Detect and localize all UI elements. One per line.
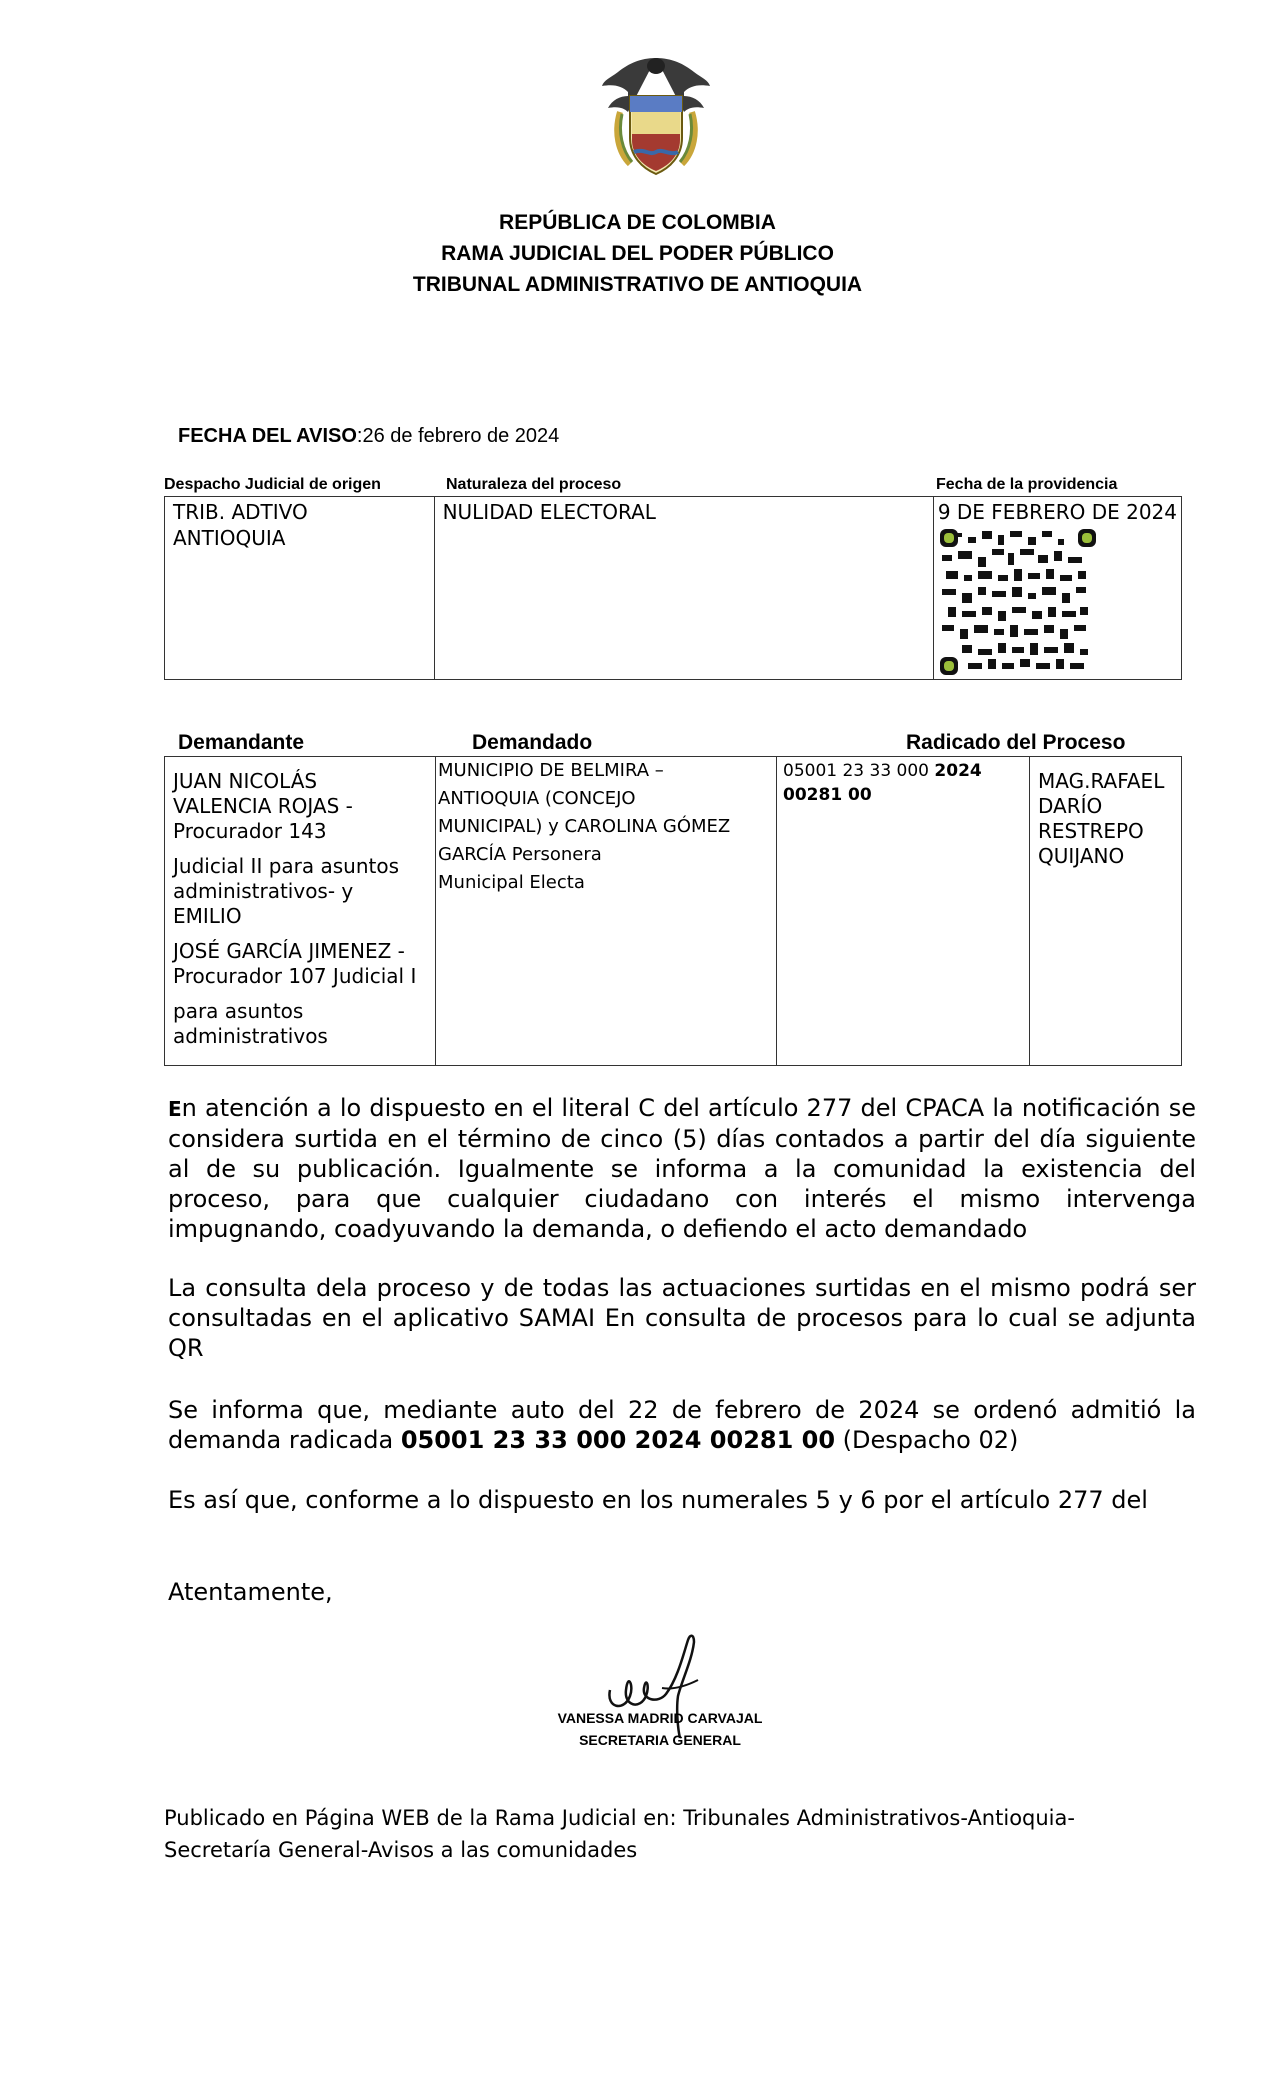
- auto-radicado: 05001 23 33 000 2024 00281 00: [400, 1426, 836, 1454]
- demandante-line: administrativos: [173, 1024, 328, 1048]
- radicado-part1: 05001 23 33 000: [783, 761, 935, 781]
- cell-demandado: [436, 757, 777, 1066]
- header-radicado: Radicado del Proceso: [906, 731, 1126, 754]
- paragraph-notification-text: n atención a lo dispuesto en el literal C del artículo 277 del CPACA la notificación se considera surtida en el término de cinco (5) días contados a partir del día siguiente al de su publicación. Igualmente se informa a la comunidad la existencia del proceso, para que cualquier ciudadano con interés el mismo intervenga impugnando, coadyuvando la demanda, o defiendo el acto demandado: [168, 1094, 1196, 1243]
- magistrado-line: QUIJANO: [1038, 844, 1125, 868]
- paragraph-auto: [168, 1395, 1196, 1455]
- cell-despacho: [165, 497, 435, 680]
- magistrado-line: MAG.RAFAEL: [1038, 769, 1165, 793]
- qr-code-icon: [938, 527, 1098, 677]
- coat-of-arms-emblem: [600, 52, 712, 182]
- publication-footer: [164, 1802, 1224, 1866]
- footer-line2: Secretaría General-Avisos a las comunidades: [164, 1838, 638, 1862]
- demandado-line: ANTIOQUIA (CONCEJO: [438, 788, 636, 809]
- auto-text-c: (Despacho 02): [835, 1426, 1019, 1454]
- demandante-line: Procurador 143: [173, 819, 327, 843]
- paragraph-numerales: Es así que, conforme a lo dispuesto en los numerales 5 y 6 por el artículo 277 del: [168, 1486, 1148, 1514]
- header-fecha-providencia: Fecha de la providencia: [936, 476, 1118, 493]
- notice-date: [178, 425, 559, 448]
- header-naturaleza: Naturaleza del proceso: [446, 476, 622, 493]
- header-tribunal: TRIBUNAL ADMINISTRATIVO DE ANTIOQUIA: [412, 273, 863, 296]
- demandante-line: JOSÉ GARCÍA JIMENEZ -: [173, 939, 405, 963]
- cell-naturaleza: [434, 497, 933, 680]
- header-country: REPÚBLICA DE COLOMBIA: [499, 211, 776, 234]
- header-demandante: Demandante: [178, 731, 305, 754]
- demandado-line: MUNICIPIO DE BELMIRA –: [438, 760, 664, 781]
- demandante-line: EMILIO: [173, 904, 242, 928]
- header-branch: RAMA JUDICIAL DEL PODER PÚBLICO: [441, 242, 834, 265]
- magistrado-line: RESTREPO: [1038, 819, 1144, 843]
- cell-magistrado: [1030, 757, 1182, 1066]
- closing-text: Atentamente,: [168, 1578, 333, 1606]
- process-info-table: [164, 496, 1182, 680]
- cell-fecha-providencia: [933, 497, 1181, 680]
- demandante-line: Procurador 107 Judicial I: [173, 964, 417, 988]
- paragraph-notification: [168, 1093, 1196, 1244]
- paragraph-consulta: La consulta dela proceso y de todas las actuaciones surtidas en el mismo podrá ser consultadas en el aplicativo SAMAI En consulta de procesos para lo cual se adjunta QR: [168, 1274, 1196, 1362]
- auto-text-a: Se informa que, mediante auto del 22 de febrero de 2024 se ordenó admitió la demanda radicada: [168, 1396, 1196, 1454]
- demandante-line: JUAN NICOLÁS: [173, 769, 318, 793]
- fecha-providencia-value: 9 DE FEBRERO DE 2024: [937, 500, 1177, 524]
- parties-table: [164, 756, 1182, 1066]
- paragraph-initial: E: [168, 1097, 182, 1121]
- signatory-title: SECRETARIA GENERAL: [579, 1732, 741, 1748]
- radicado-first-line: [783, 759, 1023, 783]
- demandado-line: GARCÍA Personera: [438, 844, 602, 865]
- cell-demandante: [165, 757, 436, 1066]
- header-demandado: Demandado: [472, 731, 593, 754]
- despacho-line2: ANTIOQUIA: [173, 526, 286, 550]
- notice-date-label: FECHA DEL AVISO: [178, 425, 357, 447]
- despacho-line1: TRIB. ADTIVO: [173, 500, 308, 524]
- header-despacho: Despacho Judicial de origen: [164, 476, 381, 493]
- naturaleza-value: NULIDAD ELECTORAL: [442, 500, 656, 524]
- demandante-line: VALENCIA ROJAS -: [173, 794, 353, 818]
- radicado-part2: 2024: [934, 761, 982, 781]
- signatory-name: VANESSA MADRID CARVAJAL: [557, 1710, 763, 1726]
- magistrado-line: DARÍO: [1038, 794, 1103, 818]
- notice-date-value: :26 de febrero de 2024: [356, 425, 560, 447]
- demandado-line: Municipal Electa: [438, 872, 585, 893]
- demandante-line: para asuntos: [173, 999, 304, 1023]
- demandado-line: MUNICIPAL) y CAROLINA GÓMEZ: [438, 816, 731, 837]
- demandante-line: administrativos- y: [173, 879, 354, 903]
- demandante-line: Judicial II para asuntos: [173, 854, 400, 878]
- cell-radicado: [777, 757, 1030, 1066]
- radicado-part3: 00281 00: [783, 785, 872, 805]
- footer-line1: Publicado en Página WEB de la Rama Judicial en: Tribunales Administrativos-Antioquia-: [164, 1806, 1075, 1830]
- document-header: [0, 207, 1275, 300]
